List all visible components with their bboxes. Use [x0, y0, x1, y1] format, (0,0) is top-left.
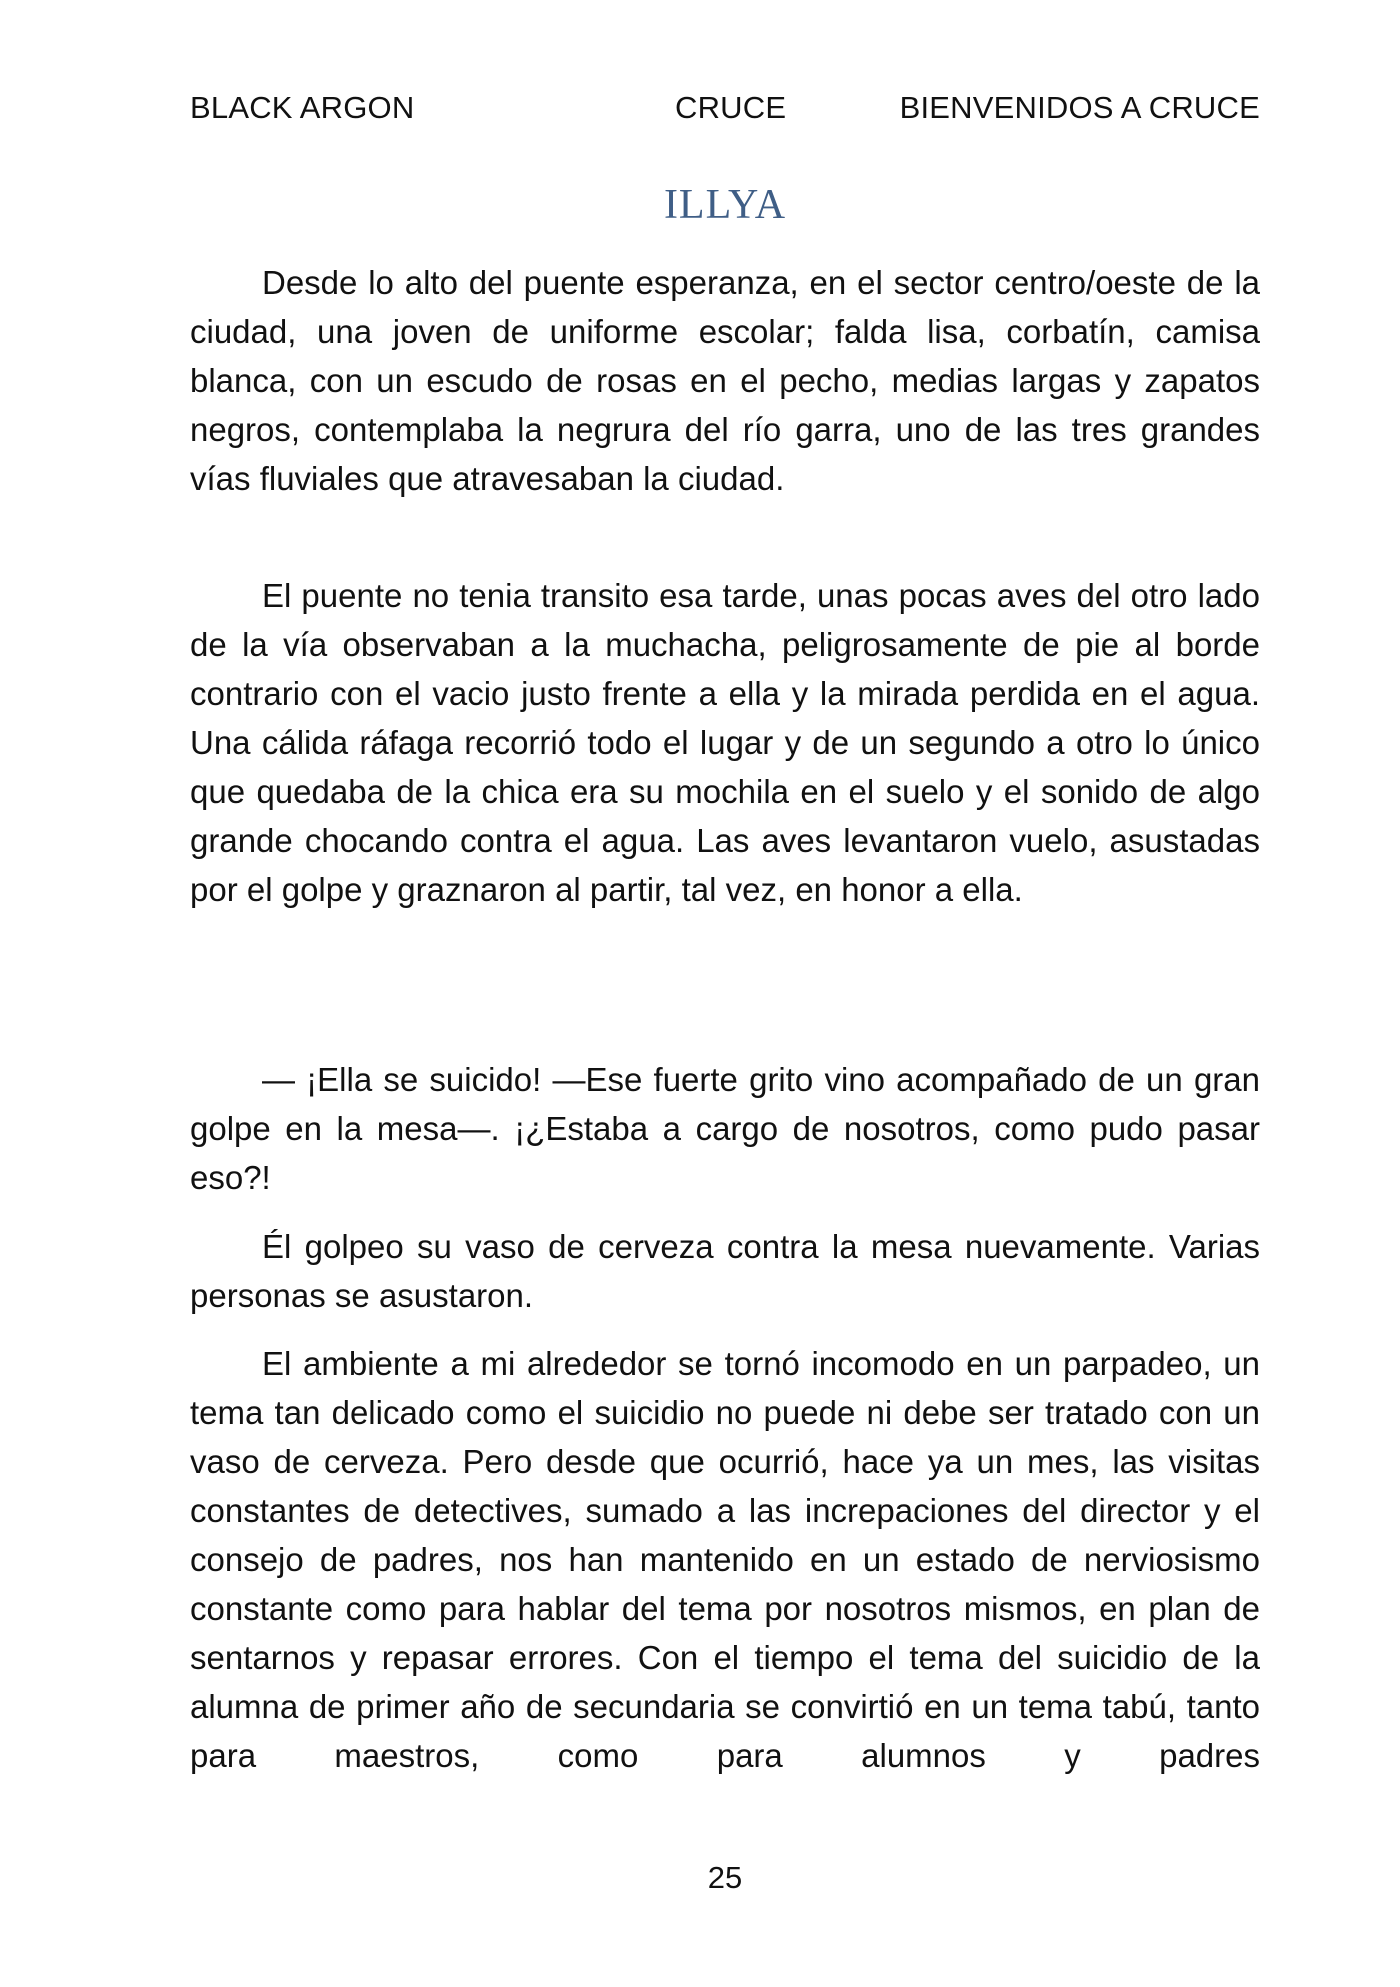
paragraph-4 — [190, 1222, 1260, 1320]
running-header — [190, 88, 1260, 128]
paragraph-1 — [190, 258, 1260, 503]
paragraph-text: Desde lo alto del puente esperanza, en el sector centro/oeste de la ciudad, una joven de uniforme escolar; falda lisa, corbatín, camisa blanca, con un escudo de rosas en el pecho, medias largas y zapatos negros, contemplaba la negrura del río garra, uno de las tres grandes vías fluviales que atravesaban la ciudad. — [190, 264, 1260, 497]
page-number: 25 — [707, 1860, 743, 1895]
paragraph-text: El ambiente a mi alrededor se tornó incomodo en un parpadeo, un tema tan delicado como el suicidio no puede ni debe ser tratado con un vaso de cerveza. Pero desde que ocurrió, hace ya un mes, las visitas constantes de detectives, sumado a las increpaciones del director y el consejo de padres, nos han mantenido en un estado de nerviosismo constante como para hablar del tema por nosotros mismos, en plan de sentarnos y repasar errores. Con el tiempo el tema del suicidio de la alumna de primer año de secundaria se convirtió en un tema tabú, tanto para maestros, como para alumnos y padres — [190, 1345, 1260, 1774]
header-book-title: CRUCE — [675, 90, 787, 125]
paragraph-text: Él golpeo su vaso de cerveza contra la mesa nuevamente. Varias personas se asustaron. — [190, 1228, 1260, 1314]
paragraph-3 — [190, 1055, 1260, 1202]
header-chapter-title: BIENVENIDOS A CRUCE — [899, 90, 1260, 125]
paragraph-2 — [190, 571, 1260, 914]
paragraph-5 — [190, 1339, 1260, 1780]
header-author: BLACK ARGON — [190, 90, 415, 125]
paragraph-text: — ¡Ella se suicido! —Ese fuerte grito vino acompañado de un gran golpe en la mesa—. ¡¿Estaba a cargo de nosotros, como pudo pasar eso?! — [190, 1061, 1260, 1196]
section-heading: ILLYA — [663, 182, 787, 228]
paragraph-text: El puente no tenia transito esa tarde, unas pocas aves del otro lado de la vía observaban a la muchacha, peligrosamente de pie al borde contrario con el vacio justo frente a ella y la mirada perdida en el agua. Una cálida ráfaga recorrió todo el lugar y de un segundo a otro lo único que quedaba de la chica era su mochila en el suelo y el sonido de algo grande chocando contra el agua. Las aves levantaron vuelo, asustadas por el golpe y graznaron al partir, tal vez, en honor a ella. — [190, 577, 1260, 908]
